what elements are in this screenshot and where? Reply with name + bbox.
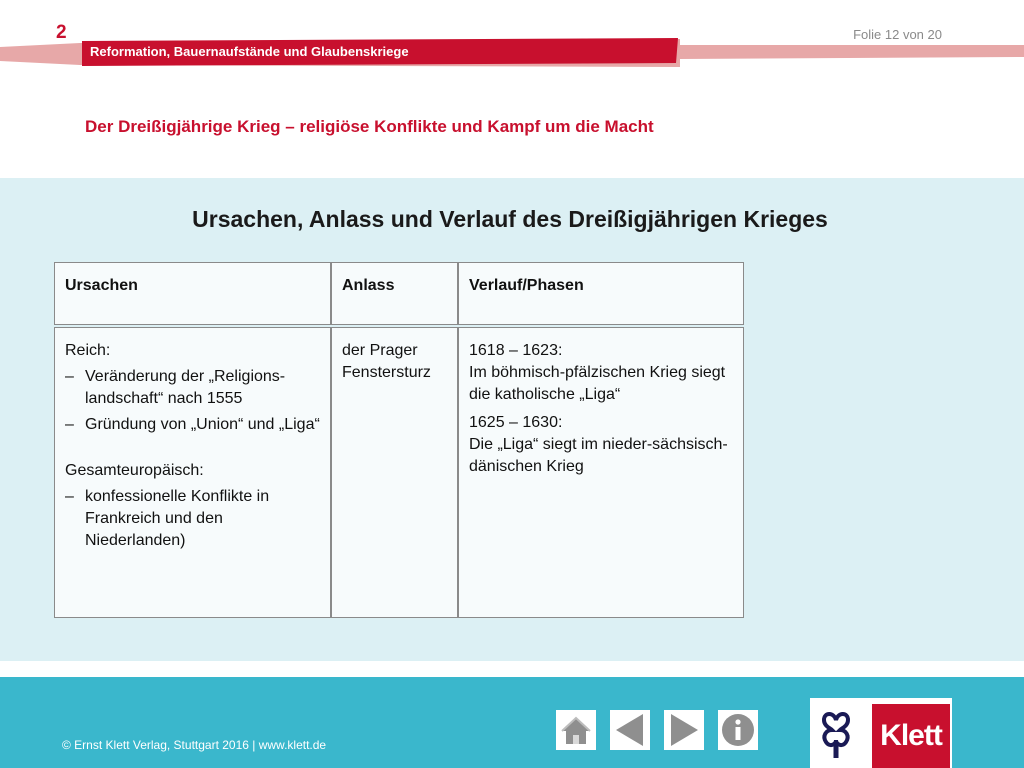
reich-item-2: Gründung von „Union“ und „Liga“ bbox=[85, 416, 320, 433]
cell-anlass: der Prager Fenstersturz bbox=[332, 328, 459, 617]
previous-icon bbox=[610, 710, 650, 750]
header-verlauf: Verlauf/Phasen bbox=[469, 277, 584, 294]
main-heading: Ursachen, Anlass und Verlauf des Dreißigjährigen Krieges bbox=[192, 206, 828, 232]
dash-bullet: – bbox=[65, 368, 74, 385]
copyright: © Ernst Klett Verlag, Stuttgart 2016 | www.klett.de bbox=[62, 738, 327, 752]
list-item bbox=[65, 414, 320, 436]
slide-subtitle: Der Dreißigjährige Krieg – religiöse Konflikte und Kampf um die Macht bbox=[85, 117, 654, 136]
phase-item bbox=[469, 340, 733, 406]
content-panel bbox=[0, 178, 1024, 661]
chapter-number: 2 bbox=[56, 22, 67, 43]
europa-label: Gesamteuropäisch: bbox=[65, 462, 204, 479]
klett-clover-icon bbox=[810, 698, 872, 768]
cell-ursachen bbox=[55, 328, 332, 617]
dash-bullet: – bbox=[65, 416, 74, 433]
phase-period: 1625 – 1630: bbox=[469, 414, 563, 431]
footer-bar bbox=[0, 677, 1024, 768]
table-header-row bbox=[54, 262, 744, 325]
header-ursachen: Ursachen bbox=[55, 263, 332, 324]
list-item bbox=[65, 486, 320, 552]
phase-text: Im böhmisch-pfälzischen Krieg siegt die katholische „Liga“ bbox=[469, 364, 726, 403]
cell-verlauf bbox=[459, 328, 743, 617]
reich-label: Reich: bbox=[65, 342, 111, 359]
klett-logo-text: Klett bbox=[872, 704, 950, 768]
slide-counter: Folie 12 von 20 bbox=[853, 27, 942, 42]
list-item bbox=[65, 366, 320, 410]
header-anlass: Anlass bbox=[332, 263, 459, 324]
europa-item-1: konfessionelle Konflikte in Frankreich und den Niederlanden) bbox=[85, 488, 270, 549]
chapter-title: Reformation, Bauernaufstände und Glaubenskriege bbox=[90, 44, 409, 59]
table-body-row bbox=[54, 327, 744, 618]
dash-bullet: – bbox=[65, 488, 74, 505]
previous-button[interactable] bbox=[610, 710, 650, 750]
phase-item bbox=[469, 412, 733, 478]
phase-period: 1618 – 1623: bbox=[469, 342, 563, 359]
home-button[interactable] bbox=[556, 710, 596, 750]
info-icon bbox=[718, 710, 758, 750]
home-icon bbox=[556, 710, 596, 750]
klett-logo bbox=[810, 698, 952, 768]
phase-text: Die „Liga“ siegt im nieder-sächsisch-dänischen Krieg bbox=[469, 436, 728, 475]
next-icon bbox=[664, 710, 704, 750]
reich-item-1: Veränderung der „Religions-landschaft“ nach 1555 bbox=[85, 368, 286, 407]
next-button[interactable] bbox=[664, 710, 704, 750]
info-button[interactable] bbox=[718, 710, 758, 750]
